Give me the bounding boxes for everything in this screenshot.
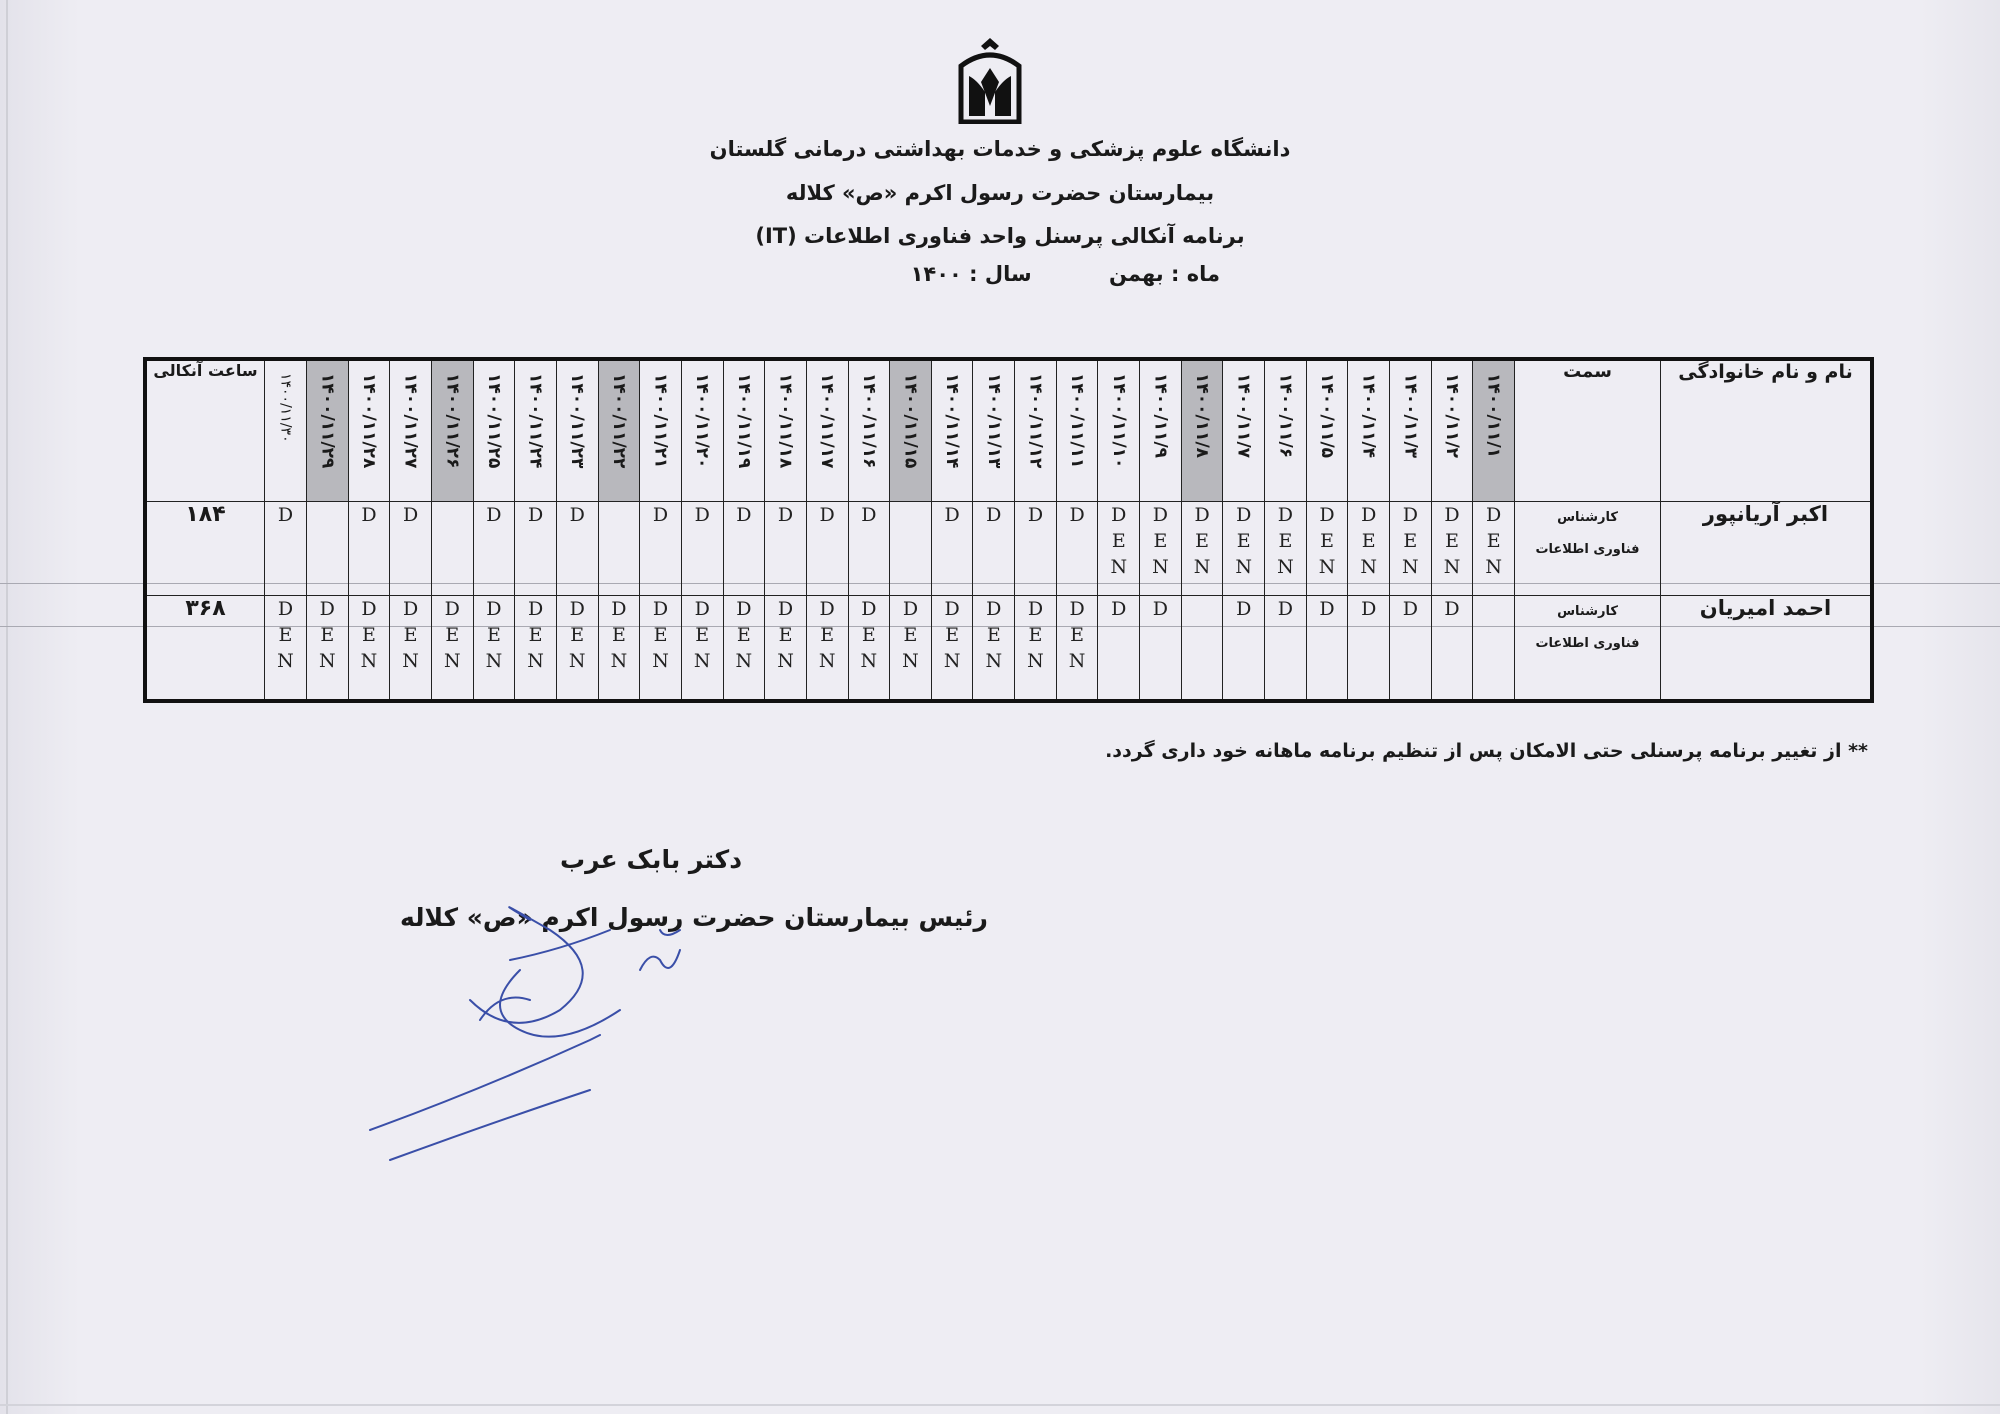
date-header [723, 359, 765, 502]
shift-letter: E [903, 624, 918, 647]
shift-letter: D [1402, 504, 1418, 526]
shift-letter: E [403, 624, 418, 647]
date-header [931, 359, 973, 502]
shift-cell [1181, 502, 1223, 596]
shift-letter: N [1360, 556, 1378, 578]
date-label: ۱۴۰۰/۱۱/۱۵ [900, 373, 921, 469]
shift-letter: N [1318, 556, 1336, 578]
shift-cell [556, 502, 598, 596]
date-label: ۱۴۰۰/۱۱/۱۴ [942, 373, 963, 469]
date-label: ۱۴۰۰/۱۱/۱ [1483, 373, 1504, 459]
shift-letter: D [736, 598, 752, 621]
shift-cell [1431, 502, 1473, 596]
table-row [145, 502, 1872, 596]
shift-letter: D [486, 504, 502, 526]
shift-cell [640, 502, 682, 596]
handwritten-signature [360, 890, 740, 1180]
shift-cell [348, 596, 390, 701]
date-header [556, 359, 598, 502]
shift-letter: D [777, 504, 794, 526]
shift-letter: D [861, 598, 877, 621]
shift-letter: D [402, 598, 419, 621]
shift-letter: D [1152, 504, 1169, 526]
shift-letter: N [902, 650, 919, 673]
shift-letter: N [652, 650, 669, 673]
shift-letter: N [1193, 556, 1211, 578]
shift-letter: D [527, 504, 544, 526]
shift-cell [473, 502, 515, 596]
shift-letter: E [570, 624, 585, 647]
shift-letter: E [1486, 530, 1501, 552]
date-header [348, 359, 390, 502]
date-header [473, 359, 515, 502]
shift-letter: E [986, 624, 1001, 647]
shift-letter: D [1194, 504, 1210, 526]
shift-letter: D [1319, 504, 1335, 526]
shift-cell [556, 596, 598, 701]
shift-cell [1431, 596, 1473, 701]
date-header [890, 359, 932, 502]
shift-cell [1306, 502, 1348, 596]
shift-cell [1140, 596, 1182, 701]
oncall-schedule-table [143, 357, 1874, 703]
date-label: ۱۴۰۰/۱۱/۹ [1150, 373, 1171, 459]
staff-name: اکبر آریانپور [1661, 502, 1873, 596]
shift-cell [1348, 502, 1390, 596]
shift-letter: N [1235, 556, 1253, 578]
shift-letter: N [985, 650, 1003, 673]
shift-letter: D [1111, 598, 1127, 621]
university-title: دانشگاه علوم پزشکی و خدمات بهداشتی درمانی گلستان [709, 137, 1291, 161]
date-label: ۱۴۰۰/۱۱/۲۰ [692, 373, 713, 469]
staff-name: احمد امیریان [1661, 596, 1873, 701]
date-label: ۱۴۰۰/۱۱/۷ [1233, 373, 1254, 459]
shift-cell [515, 502, 557, 596]
shift-cell [681, 502, 723, 596]
shift-cell [390, 596, 432, 701]
shift-cell [806, 596, 848, 701]
shift-letter: N [610, 650, 628, 673]
shift-letter: D [569, 504, 585, 526]
date-label: ۱۴۰۰/۱۱/۲۶ [442, 373, 463, 469]
shift-letter: D [986, 598, 1002, 621]
shift-letter: E [1403, 530, 1418, 552]
shift-cell [390, 502, 432, 596]
shift-letter: D [944, 598, 960, 621]
date-header [390, 359, 432, 502]
shift-letter: N [735, 650, 753, 673]
shift-letter: D [1319, 598, 1335, 621]
shift-letter: N [777, 650, 794, 673]
shift-cell [765, 502, 807, 596]
date-label: ۱۴۰۰/۱۱/۲۱ [650, 373, 671, 469]
shift-letter: D [902, 598, 919, 621]
shift-cell [473, 596, 515, 701]
shift-letter: E [1278, 530, 1293, 552]
shift-cell [1015, 502, 1057, 596]
shift-letter: N [318, 650, 336, 673]
shift-letter: E [820, 624, 835, 647]
shift-letter: E [1361, 530, 1376, 552]
shift-letter: D [1444, 598, 1460, 621]
shift-letter: N [1402, 556, 1419, 578]
shift-letter: E [611, 624, 626, 647]
date-header [1098, 359, 1140, 502]
date-label: ۱۴۰۰/۱۱/۱۹ [733, 373, 754, 469]
year-label: سال : ۱۴۰۰ [910, 262, 1032, 286]
date-label: ۱۴۰۰/۱۱/۲ [1442, 373, 1463, 459]
date-label: ۱۴۰۰/۱۱/۲۸ [358, 373, 379, 469]
shift-cell [973, 502, 1015, 596]
shift-letter: D [652, 598, 669, 621]
shift-cell [1265, 596, 1307, 701]
date-label: ۱۴۰۰/۱۱/۲۷ [400, 373, 421, 469]
shift-letter: E [1111, 530, 1126, 552]
shift-cell [515, 596, 557, 701]
shift-cell [1223, 596, 1265, 701]
position-line: فناوری اطلاعات [1535, 542, 1640, 557]
shift-cell [1390, 502, 1432, 596]
shift-letter: D [361, 598, 377, 621]
shift-letter: D [486, 598, 502, 621]
shift-letter: D [861, 504, 877, 526]
shift-cell [598, 502, 640, 596]
shift-cell [431, 502, 473, 596]
shift-cell [890, 596, 932, 701]
date-header [1265, 359, 1307, 502]
shift-cell [1473, 596, 1515, 701]
shift-letter: E [945, 624, 960, 647]
shift-cell [1348, 596, 1390, 701]
shift-letter: D [1361, 598, 1377, 621]
date-label: ۱۴۰۰/۱۱/۳ [1400, 373, 1421, 459]
table-header-row [145, 359, 1872, 502]
hospital-title: بیمارستان حضرت رسول اکرم «ص» کلاله [785, 181, 1215, 205]
oncall-hours: ۱۸۴ [145, 502, 265, 596]
shift-letter: E [528, 624, 543, 647]
shift-letter: E [278, 624, 293, 647]
position-line: فناوری اطلاعات [1535, 636, 1640, 652]
shift-letter: N [818, 650, 836, 673]
date-header [640, 359, 682, 502]
date-header [848, 359, 890, 502]
shift-cell [306, 596, 348, 701]
shift-letter: N [360, 650, 378, 673]
footnote: ** از تغییر برنامه پرسنلی حتی الامکان پس از تنظیم برنامه ماهانه خود داری گردد. [1105, 740, 1868, 762]
shift-letter: E [1195, 530, 1210, 552]
shift-letter: D [736, 504, 752, 526]
shift-cell [1056, 502, 1098, 596]
university-logo [955, 36, 1025, 124]
date-header [1015, 359, 1057, 502]
date-label: ۱۴۰۰/۱۱/۵ [1317, 373, 1338, 459]
shift-cell [265, 596, 307, 701]
shift-letter: D [277, 504, 294, 526]
date-label: ۱۴۰۰/۱۱/۱۱ [1067, 373, 1088, 469]
date-label: ۱۴۰۰/۱۱/۸ [1192, 373, 1213, 459]
shift-letter: D [986, 504, 1002, 526]
date-header [306, 359, 348, 502]
shift-letter: E [736, 624, 751, 647]
date-header [1348, 359, 1390, 502]
date-header [1140, 359, 1182, 502]
shift-cell [1181, 596, 1223, 701]
shift-cell [1390, 596, 1432, 701]
shift-letter: D [1402, 598, 1418, 621]
shift-cell [848, 502, 890, 596]
column-header-position: سمت [1515, 359, 1661, 502]
shift-cell [348, 502, 390, 596]
shift-cell [598, 596, 640, 701]
shift-cell [723, 502, 765, 596]
shift-letter: D [1277, 598, 1293, 621]
shift-letter: E [778, 624, 793, 647]
date-header [1181, 359, 1223, 502]
shift-letter: D [819, 504, 835, 526]
signer-title: رئیس بیمارستان حضرت رسول اکرم «ص» کلاله [400, 903, 988, 932]
date-label: ۱۴۰۰/۱۱/۱۲ [1025, 373, 1046, 469]
shift-cell [1056, 596, 1098, 701]
shift-cell [890, 502, 932, 596]
shift-letter: D [1277, 504, 1293, 526]
shift-letter: D [1069, 504, 1085, 526]
date-label: ۱۴۰۰/۱۱/۲۵ [483, 373, 504, 469]
shift-cell [1098, 502, 1140, 596]
shift-letter: D [694, 504, 710, 526]
column-header-name: نام و نام خانوادگی [1661, 359, 1873, 502]
shift-letter: D [1486, 504, 1502, 526]
shift-letter: D [1444, 504, 1460, 526]
shift-cell [848, 596, 890, 701]
shift-letter: N [1027, 650, 1044, 673]
month-label: ماه : بهمن [1108, 262, 1220, 286]
shift-letter: E [362, 624, 376, 647]
shift-cell [723, 596, 765, 701]
shift-letter: N [1277, 556, 1294, 578]
date-label: ۱۴۰۰/۱۱/۱۰ [1108, 373, 1129, 469]
shift-cell [1223, 502, 1265, 596]
shift-cell [431, 596, 473, 701]
shift-letter: N [568, 650, 586, 673]
shift-letter: D [694, 598, 710, 621]
shift-letter: E [1028, 624, 1043, 647]
date-label: ۱۴۰۰/۱۱/۴ [1358, 373, 1379, 459]
shift-cell [1098, 596, 1140, 701]
date-header [681, 359, 723, 502]
table-row [145, 596, 1872, 701]
shift-letter: D [1361, 504, 1377, 526]
shift-cell [931, 596, 973, 701]
shift-cell [931, 502, 973, 596]
shift-letter: E [695, 624, 710, 647]
shift-letter: D [611, 598, 627, 621]
date-header [515, 359, 557, 502]
date-label: ۱۴۰۰/۱۱/۱۷ [817, 373, 838, 469]
date-header [1306, 359, 1348, 502]
shift-letter: E [1153, 530, 1168, 552]
shift-letter: E [320, 624, 335, 647]
position-line: کارشناس [1557, 604, 1618, 620]
shift-letter: D [1069, 598, 1085, 621]
shift-letter: N [527, 650, 544, 673]
oncall-hours: ۳۶۸ [145, 596, 265, 701]
shift-cell [1140, 502, 1182, 596]
shift-letter: E [1070, 624, 1085, 647]
shift-cell [1306, 596, 1348, 701]
shift-cell [806, 502, 848, 596]
shift-letter: N [1068, 650, 1086, 673]
shift-cell [1473, 502, 1515, 596]
date-label: ۱۴۰۰/۱۱/۲۳ [567, 373, 588, 469]
date-header [265, 359, 307, 502]
date-header [1431, 359, 1473, 502]
shift-letter: E [486, 624, 501, 647]
date-header [1223, 359, 1265, 502]
date-label: ۱۴۰۰/۱۱/۶ [1275, 373, 1296, 459]
shift-letter: N [277, 650, 294, 673]
shift-letter: D [1236, 598, 1252, 621]
shift-letter: N [1485, 556, 1502, 578]
date-label: ۱۴۰۰/۱۱/۳۰ [277, 373, 294, 443]
scan-edge [6, 0, 8, 1414]
shift-letter: N [1443, 556, 1461, 578]
date-header [806, 359, 848, 502]
shift-cell [681, 596, 723, 701]
date-label: ۱۴۰۰/۱۱/۱۸ [775, 373, 796, 469]
shift-cell [1015, 596, 1057, 701]
shift-letter: D [1152, 598, 1169, 621]
date-label: ۱۴۰۰/۱۱/۲۹ [317, 373, 338, 469]
staff-position [1515, 502, 1661, 596]
shift-letter: D [277, 598, 294, 621]
shift-cell [306, 502, 348, 596]
date-label: ۱۴۰۰/۱۱/۱۳ [983, 373, 1004, 469]
program-title: برنامه آنکالی پرسنل واحد فناوری اطلاعات (IT) [755, 224, 1245, 248]
date-header [431, 359, 473, 502]
date-label: ۱۴۰۰/۱۱/۲۴ [525, 373, 546, 469]
shift-letter: E [653, 624, 668, 647]
staff-position [1515, 596, 1661, 701]
date-header [1056, 359, 1098, 502]
shift-letter: N [693, 650, 711, 673]
shift-letter: D [361, 504, 377, 526]
shift-letter: D [1027, 504, 1044, 526]
shift-letter: E [445, 624, 460, 647]
column-header-hours: ساعت آنکالی [145, 359, 265, 502]
shift-cell [1265, 502, 1307, 596]
shift-letter: N [943, 650, 961, 673]
shift-letter: E [1320, 530, 1334, 552]
date-label: ۱۴۰۰/۱۱/۱۶ [858, 373, 879, 469]
signer-name: دکتر بابک عرب [560, 845, 743, 874]
period-line [820, 262, 1220, 286]
shift-letter: E [861, 624, 876, 647]
shift-letter: D [1111, 504, 1127, 526]
shift-letter: E [1236, 530, 1251, 552]
shift-letter: D [944, 504, 960, 526]
shift-letter: D [527, 598, 544, 621]
shift-letter: D [1236, 504, 1252, 526]
shift-letter: D [569, 598, 585, 621]
shift-cell [265, 502, 307, 596]
shift-letter: E [1445, 530, 1459, 552]
date-header [765, 359, 807, 502]
date-header [598, 359, 640, 502]
shift-letter: D [402, 504, 419, 526]
shift-letter: N [860, 650, 878, 673]
shift-letter: N [485, 650, 503, 673]
position-line: کارشناس [1557, 510, 1618, 525]
shift-letter: D [444, 598, 460, 621]
shift-letter: N [1110, 556, 1128, 578]
shift-letter: D [1027, 598, 1044, 621]
date-header [1390, 359, 1432, 502]
shift-letter: D [652, 504, 669, 526]
shift-cell [765, 596, 807, 701]
shift-letter: D [777, 598, 794, 621]
shift-letter: N [1152, 556, 1169, 578]
shift-letter: N [443, 650, 461, 673]
shift-letter: D [319, 598, 335, 621]
shift-cell [973, 596, 1015, 701]
scan-edge [0, 1404, 2000, 1406]
shift-cell [640, 596, 682, 701]
shift-letter: D [819, 598, 835, 621]
shift-letter: N [402, 650, 419, 673]
date-header [1473, 359, 1515, 502]
date-header [973, 359, 1015, 502]
date-label: ۱۴۰۰/۱۱/۲۲ [608, 373, 629, 469]
